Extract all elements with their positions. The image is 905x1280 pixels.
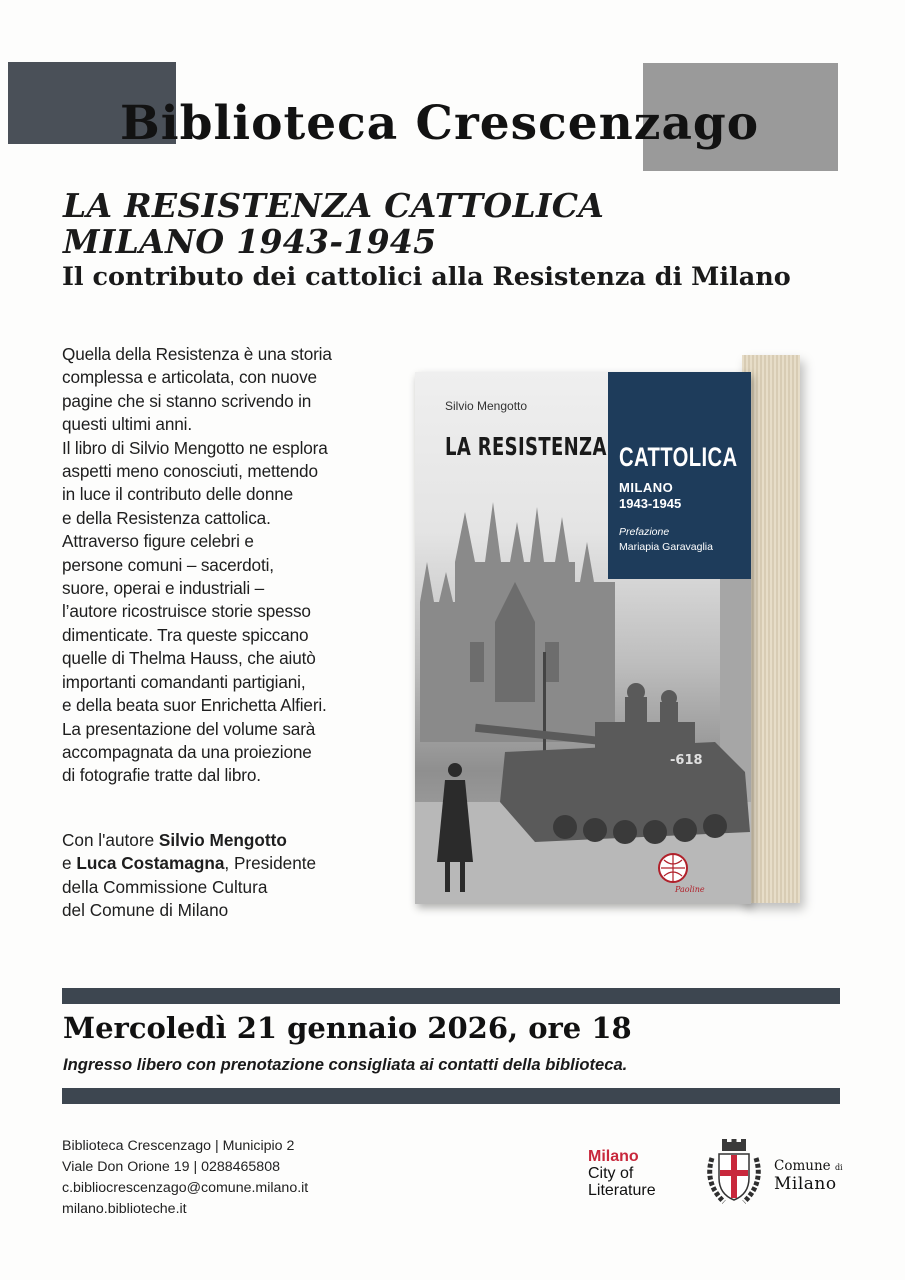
cover-title-b: CATTOLICA	[619, 442, 738, 472]
description-line: e della Resistenza cattolica.	[62, 507, 271, 528]
description-line: Quella della Resistenza è una storia	[62, 344, 332, 364]
library-title: Biblioteca Crescenzago	[120, 96, 760, 151]
credits-line1	[62, 829, 402, 852]
book-title-line1: LA RESISTENZA CATTOLICA	[63, 186, 605, 225]
description-line: importanti comandanti partigiani,	[62, 671, 306, 692]
logo-col-line2: City of	[588, 1165, 634, 1182]
description-line: persone comuni – sacerdoti,	[62, 554, 274, 575]
description-line: complessa e articolata, con nuove	[62, 367, 317, 388]
guest-role: , Presidente	[224, 853, 317, 874]
description-line: La presentazione del volume sarà	[62, 718, 316, 739]
description-line: accompagnata da una proiezione	[62, 741, 312, 762]
divider-band-top	[62, 988, 840, 1004]
description-line: pagine che si stanno scrivendo in	[62, 390, 312, 411]
comune-di: di	[834, 1163, 843, 1172]
book-cover-image	[415, 372, 751, 904]
comune-di-milano-logo	[774, 1158, 843, 1194]
description-text	[62, 343, 387, 788]
description-line: suore, operai e industriali –	[62, 578, 265, 599]
author-name: Silvio Mengotto	[158, 830, 287, 850]
credits	[62, 829, 402, 923]
credits-conj: e	[62, 853, 77, 874]
description-line: l’autore ricostruisce storie spesso	[62, 601, 311, 622]
comune-line2: Milano	[774, 1174, 837, 1194]
description-line: quelle di Thelma Hauss, che aiutò	[62, 648, 316, 669]
description-line: in luce il contributo delle donne	[62, 484, 294, 505]
description-line: dimenticate. Tra queste spiccano	[62, 624, 309, 645]
svg-text:-618: -618	[670, 753, 703, 768]
comune-line1	[774, 1158, 843, 1174]
divider-band-bottom	[62, 1088, 840, 1104]
cover-years: 1943-1945	[619, 496, 682, 511]
cover-city: MILANO	[619, 480, 674, 495]
footer-website: milano.biblioteche.it	[62, 1201, 187, 1217]
cover-title-panel	[608, 372, 751, 579]
cover-title-a: LA RESISTENZA	[445, 432, 607, 461]
event-note: Ingresso libero con prenotazione consigliata ai contatti della biblioteca.	[63, 1055, 628, 1074]
logo-col-milano: Milano	[588, 1148, 639, 1165]
credits-line4: del Comune di Milano	[62, 900, 229, 921]
footer-address: Viale Don Orione 19 | 0288465808	[62, 1159, 280, 1175]
footer-contact	[62, 1136, 308, 1220]
cover-author: Silvio Mengotto	[445, 399, 528, 413]
cover-preface-label: Prefazione	[619, 526, 670, 538]
credits-prefix: Con l'autore	[62, 830, 159, 850]
credits-line3: della Commissione Cultura	[62, 876, 268, 897]
footer-library: Biblioteca Crescenzago | Municipio 2	[62, 1138, 295, 1154]
description-line: aspetti meno conosciuti, mettendo	[62, 461, 318, 482]
description-line: Il libro di Silvio Mengotto ne esplora	[62, 437, 328, 458]
book-subtitle: Il contributo dei cattolici alla Resistenza di Milano	[62, 262, 791, 292]
milano-city-of-literature-logo	[588, 1148, 656, 1199]
description-line: di fotografie tratte dal libro.	[62, 765, 261, 786]
logo-col-line3: Literature	[588, 1182, 656, 1199]
publisher-name: Paoline	[675, 885, 705, 894]
comune-word: Comune	[774, 1158, 831, 1174]
description-line: questi ultimi anni.	[62, 414, 192, 435]
description-line: Attraverso figure celebri e	[62, 531, 254, 552]
cover-preface-name: Mariapia Garavaglia	[619, 541, 713, 553]
event-date: Mercoledì 21 gennaio 2026, ore 18	[63, 1011, 632, 1045]
publisher-logo-icon	[655, 850, 705, 894]
book-title-line2: MILANO 1943-1945	[63, 222, 437, 261]
description-line: e della beata suor Enrichetta Alfieri.	[62, 695, 327, 716]
footer-email: c.bibliocrescenzago@comune.milano.it	[62, 1180, 309, 1196]
guest-name: Luca Costamagna	[76, 853, 225, 874]
comune-crest-icon	[702, 1138, 766, 1208]
credits-line2	[62, 852, 402, 875]
